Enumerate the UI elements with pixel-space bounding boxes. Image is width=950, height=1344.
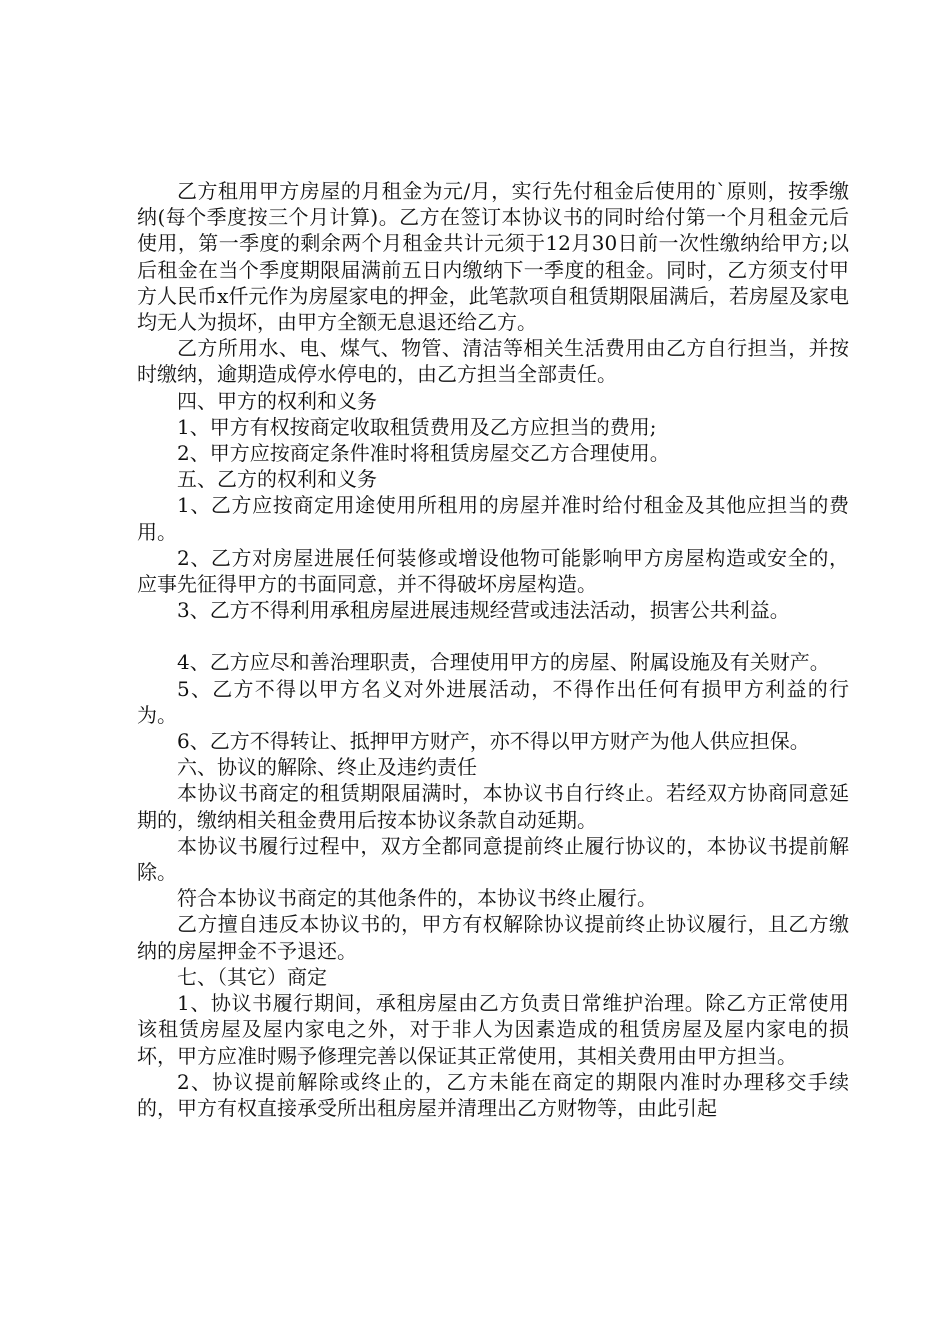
paragraph-termination-4: 乙方擅自违反本协议书的，甲方有权解除协议提前终止协议履行，且乙方缴纳的房屋押金不予退还。 [137, 912, 849, 963]
paragraph-termination-2: 本协议书履行过程中，双方全都同意提前终止履行协议的，本协议书提前解除。 [137, 833, 849, 885]
paragraph-termination-3: 符合本协议书商定的其他条件的，本协议书终止履行。 [177, 886, 657, 911]
paragraph-termination-1: 本协议书商定的租赁期限届满时，本协议书自行终止。若经双方协商同意延期的，缴纳相关租金费用后按本协议条款自动延期。 [137, 781, 849, 832]
paragraph-utilities: 乙方所用水、电、煤气、物管、清洁等相关生活费用由乙方自行担当，并按时缴纳，逾期造成停水停电的，由乙方担当全部责任。 [137, 336, 849, 387]
paragraph-party-b-item-2: 2、乙方对房屋进展任何装修或增设他物可能影响甲方房屋构造或安全的，应事先征得甲方的书面同意，并不得破坏房屋构造。 [137, 545, 849, 597]
paragraph-rent-payment: 乙方租用甲方房屋的月租金为元/月，实行先付租金后使用的`原则，按季缴纳(每个季度按三个月计算)。乙方在签订本协议书的同时给付第一个月租金元后使用，第一季度的剩余两个月租金共计元须于12月30日前一次性缴纳给甲方;以后租金在当个季度期限届满前五日内缴纳下一季度的租金。同时，乙方须支付甲方人民币x仟元作为房屋家电的押金，此笔款项自租赁期限届满后，若房屋及家电均无人为损坏，由甲方全额无息退还给乙方。 [137, 179, 849, 335]
section-heading-party-b: 五、乙方的权利和义务 [177, 467, 377, 492]
paragraph-other-item-2: 2、协议提前解除或终止的，乙方未能在商定的期限内准时办理移交手续的，甲方有权直接承受所出租房屋并清理出乙方财物等，由此引起 [137, 1069, 849, 1120]
paragraph-party-a-item-1: 1、甲方有权按商定收取租赁费用及乙方应担当的费用; [177, 414, 657, 439]
document-page [137, 178, 849, 1121]
paragraph-party-b-item-1: 1、乙方应按商定用途使用所租用的房屋并准时给付租金及其他应担当的费用。 [137, 493, 849, 544]
section-heading-termination: 六、协议的解除、终止及违约责任 [177, 755, 477, 780]
paragraph-party-b-item-4: 4、乙方应尽和善治理职责，合理使用甲方的房屋、附属设施及有关财产。 [177, 650, 830, 675]
paragraph-other-item-1: 1、协议书履行期间，承租房屋由乙方负责日常维护治理。除乙方正常使用该租赁房屋及屋内家电之外，对于非人为因素造成的租赁房屋及屋内家电的损坏，甲方应准时赐予修理完善以保证其正常使用，其相关费用由甲方担当。 [137, 991, 849, 1068]
paragraph-party-b-item-5: 5、乙方不得以甲方名义对外进展活动，不得作出任何有损甲方利益的行为。 [137, 676, 849, 727]
section-heading-party-a: 四、甲方的权利和义务 [177, 388, 377, 413]
paragraph-party-b-item-6: 6、乙方不得转让、抵押甲方财产，亦不得以甲方财产为他人供应担保。 [177, 729, 810, 754]
section-heading-other: 七、（其它）商定 [177, 964, 327, 989]
paragraph-party-a-item-2: 2、甲方应按商定条件准时将租赁房屋交乙方合理使用。 [177, 441, 670, 466]
paragraph-party-b-item-3: 3、乙方不得利用承租房屋进展违规经营或违法活动，损害公共利益。 [177, 598, 790, 623]
